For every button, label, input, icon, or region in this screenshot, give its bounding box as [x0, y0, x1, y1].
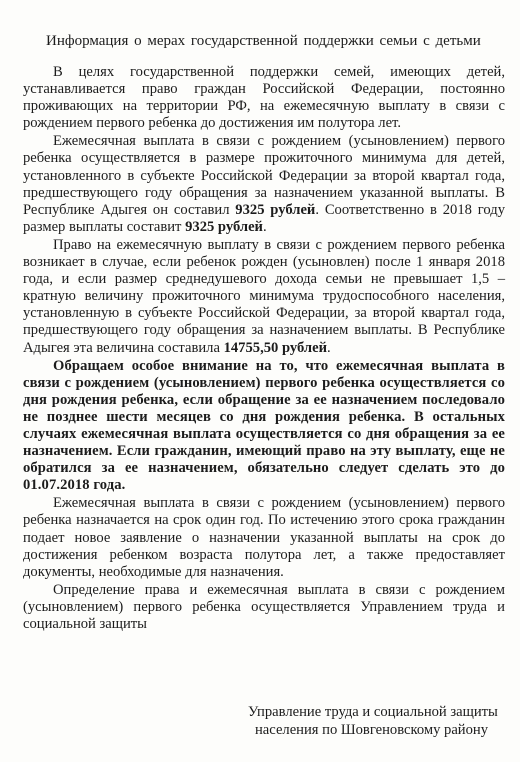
- paragraph-attention: Обращаем особое внимание на то, что ежемесячная выплата в связи с рождением (усыновлением) первого ребенка осуществляется со дня рождения ребенка, если обращение за ее назначением последовало не позднее шести месяцев со дня рождения ребенка. В остальных случаях ежемесячная выплата осуществляется со дня обращения за ее назначением. Если гражданин, имеющий право на эту выплату, еще не обратился за ее назначением, обязательно следует сделать это до 01.07.2018 года.: [23, 357, 505, 494]
- paragraph-intro: В целях государственной поддержки семей, имеющих детей, устанавливается право граждан Российской Федерации, постоянно проживающих на территории РФ, на ежемесячную выплату в связи с рождением первого ребенка до достижения им полутора лет.: [23, 64, 505, 132]
- paragraph-authority: Определение права и ежемесячная выплата в связи с рождением (усыновлением) первого ребенка осуществляется Управлением труда и социальной защиты: [23, 581, 505, 632]
- document-body: [23, 64, 505, 633]
- amount-subsistence: 9325 рублей: [235, 201, 316, 218]
- paragraph-payment-size-text: Ежемесячная выплата в связи с рождением (усыновлением) первого ребенка осуществляется в размере прожиточного минимума для детей, установленного в субъекте Российской Федерации за второй квартал года, предшествующего году обращения за назначением указанной выплаты. В Республике Адыгея он составил: [23, 133, 505, 218]
- paragraph-eligibility-text: Право на ежемесячную выплату в связи с рождением первого ребенка возникает в случае, если ребенок рожден (усыновлен) после 1 января 2018 года, и если размер среднедушевого дохода семьи не превышает 1,5 – кратную величину прожиточного минимума трудоспособного населения, установленную в субъекте Российской Федерации, за второй квартал года, предшествующего году обращения за назначением выплаты. В Республике Адыгея эта величина составила: [23, 236, 505, 356]
- paragraph-eligibility: [23, 237, 505, 357]
- signature-line-district: населения по Шовгеновскому району: [255, 722, 489, 738]
- document-title: Информация о мерах государственной поддержки семьи с детьми: [46, 33, 481, 49]
- paragraph-duration: Ежемесячная выплата в связи с рождением (усыновлением) первого ребенка назначается на срок один год. По истечению этого срока гражданин подает новое заявление о назначении указанной выплаты на срок до достижения ребенком возраста полутора лет, а также предоставляет документы, необходимые для назначения.: [23, 495, 505, 580]
- amount-payment: 9325 рублей: [185, 218, 263, 235]
- amount-income-threshold: 14755,50 рублей: [223, 339, 327, 356]
- paragraph-payment-size: [23, 133, 505, 236]
- signature-line-organization: Управление труда и социальной защиты: [248, 704, 498, 720]
- paragraph-payment-size-text-2: . Соответственно в 2018 году размер выплаты составит: [23, 201, 505, 235]
- signature-block: [248, 703, 508, 739]
- paragraph-eligibility-end: .: [327, 339, 331, 356]
- paragraph-payment-size-end: .: [262, 218, 267, 235]
